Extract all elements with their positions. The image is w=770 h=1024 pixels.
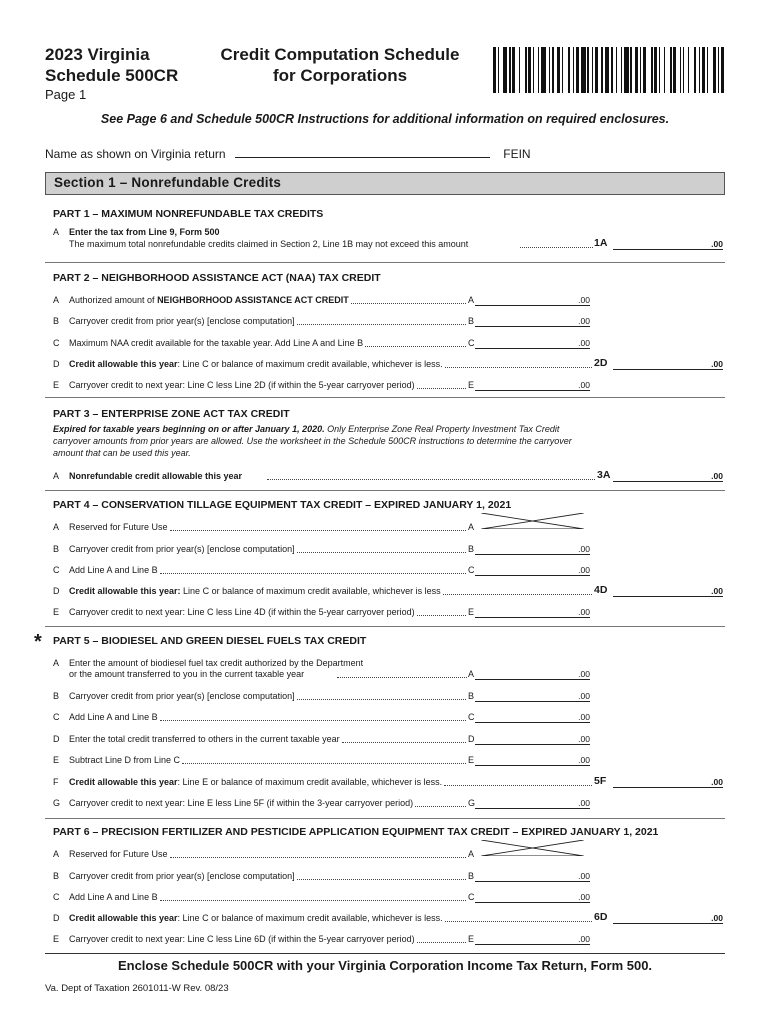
part4-line-d xyxy=(53,584,725,598)
amount-field-part4-c[interactable]: .00 xyxy=(475,563,590,576)
asterisk-marker: * xyxy=(34,631,42,653)
part6-line-b xyxy=(53,869,725,883)
part5-line-c xyxy=(53,710,725,724)
part-3-note: Expired for taxable years beginning on or after January 1, 2020. Only Enterprise Zone Real Property Investment Tax Credit carryover amounts from prior years are allowed. Use the worksheet in the Schedule 500CR instructions to determine the carryover amount that can be used this year. xyxy=(53,424,572,458)
line-letter: A xyxy=(53,522,60,532)
name-label: Name as shown on Virginia return xyxy=(45,147,226,161)
amount-field-5a[interactable]: .00 xyxy=(475,667,590,680)
line-text: Carryover credit to next year: Line C less Line 4D (if within the 5-year carryover period) xyxy=(69,607,415,617)
leader-dots xyxy=(417,942,466,943)
leader-dots xyxy=(443,594,592,595)
leader-dots xyxy=(160,573,466,574)
line-label: E xyxy=(468,934,475,944)
section-1-header xyxy=(45,172,725,195)
line-letter: C xyxy=(53,338,60,348)
leader-dots xyxy=(170,857,466,858)
part2-line-d xyxy=(53,357,725,371)
leader-dots xyxy=(160,900,466,901)
part-3-title: PART 3 – ENTERPRISE ZONE ACT TAX CREDIT xyxy=(53,408,290,420)
line-letter: A xyxy=(53,227,60,237)
form-year: 2023 Virginia xyxy=(45,45,150,64)
line-text: Subtract Line D from Line C xyxy=(69,755,181,765)
line-text: Carryover credit to next year: Line C less Line 2D (if within the 5-year carryover period) xyxy=(69,380,415,390)
amount-field-part5-d[interactable]: .00 xyxy=(475,732,590,745)
fein-label: FEIN xyxy=(503,147,531,161)
leader-dots xyxy=(351,303,466,304)
part2-line-e xyxy=(53,378,725,392)
part-1-title: PART 1 – MAXIMUM NONREFUNDABLE TAX CREDITS xyxy=(53,208,324,220)
part6-line-e xyxy=(53,932,725,946)
line-text: Add Line A and Line B xyxy=(69,892,158,902)
leader-dots xyxy=(445,921,592,922)
line-label: 4D xyxy=(594,584,608,596)
name-field[interactable] xyxy=(235,145,490,158)
leader-dots xyxy=(160,720,466,721)
amount-field-part5-e[interactable]: .00 xyxy=(475,753,590,766)
leader-dots xyxy=(520,247,593,248)
line-text: Authorized amount of NEIGHBORHOOD ASSISTANCE ACT CREDIT xyxy=(69,295,349,305)
part4-line-e xyxy=(53,605,725,619)
part6-line-c xyxy=(53,890,725,904)
line-label: E xyxy=(468,755,475,765)
line-text: Credit allowable this year: Line E or balance of maximum credit available, whichever is less. xyxy=(69,777,443,787)
leader-dots xyxy=(182,763,466,764)
form-title-line-2: for Corporations xyxy=(272,66,408,85)
amount-field-part5-c[interactable]: .00 xyxy=(475,710,590,723)
part-6-title: PART 6 – PRECISION FERTILIZER AND PESTICIDE APPLICATION EQUIPMENT TAX CREDIT – EXPIRED JANUARY 1, 2021 xyxy=(53,826,659,838)
line-text: Reserved for Future Use xyxy=(69,522,168,532)
line-label: B xyxy=(468,544,475,554)
part4-line-b xyxy=(53,542,725,556)
line-text: Carryover credit from prior year(s) [enclose computation] xyxy=(69,691,295,701)
line-letter: B xyxy=(53,871,60,881)
part4-line-a xyxy=(53,520,725,534)
leader-dots xyxy=(417,615,466,616)
line-text: Reserved for Future Use xyxy=(69,849,168,859)
line-label: 3A xyxy=(597,469,611,481)
line-letter: C xyxy=(53,892,60,902)
line-letter: D xyxy=(53,586,60,596)
line-text: Enter the total credit transferred to others in the current taxable year xyxy=(69,734,340,744)
part5-line-b xyxy=(53,689,725,703)
line-label: C xyxy=(468,565,475,575)
line-text: Credit allowable this year: Line C or balance of maximum credit available, whichever is less. xyxy=(69,913,443,923)
leader-dots xyxy=(297,699,466,700)
section-1-title: Section 1 – Nonrefundable Credits xyxy=(54,175,282,190)
line-letter: F xyxy=(53,777,59,787)
line-letter: A xyxy=(53,849,60,859)
line-text: Credit allowable this year: Line C or balance of maximum credit available, whichever is less xyxy=(69,586,441,596)
enclosure-instructions: See Page 6 and Schedule 500CR Instructions for additional information on required enclosures. xyxy=(100,112,670,126)
amount-field-part6-b[interactable]: .00 xyxy=(475,869,590,882)
line-label: 1A xyxy=(594,237,608,249)
part5-line-e xyxy=(53,753,725,767)
part-2-title: PART 2 – NEIGHBORHOOD ASSISTANCE ACT (NAA) TAX CREDIT xyxy=(53,272,381,284)
amount-field-part2-b[interactable]: .00 xyxy=(475,314,590,327)
line-text: Carryover credit from prior year(s) [enclose computation] xyxy=(69,544,295,554)
barcode-image xyxy=(493,47,725,93)
line-letter: E xyxy=(53,934,60,944)
amount-field-part2-e[interactable]: .00 xyxy=(475,378,590,391)
line-letter: C xyxy=(53,565,60,575)
divider xyxy=(45,397,725,398)
amount-field-part2-a[interactable]: .00 xyxy=(475,293,590,306)
form-title-line-1: Credit Computation Schedule xyxy=(220,45,460,64)
amount-field-part5-g[interactable]: .00 xyxy=(475,796,590,809)
line-label: 2D xyxy=(594,357,608,369)
line-label: D xyxy=(468,734,475,744)
line-label: C xyxy=(468,712,475,722)
leader-dots xyxy=(444,785,592,786)
line-letter: D xyxy=(53,913,60,923)
part5-line-g xyxy=(53,796,725,810)
line-letter: D xyxy=(53,359,60,369)
line-letter: G xyxy=(53,798,61,808)
leader-dots xyxy=(445,367,592,368)
line-label: E xyxy=(468,607,475,617)
form-title xyxy=(205,44,475,86)
leader-dots xyxy=(415,806,466,807)
line-text: Maximum NAA credit available for the taxable year. Add Line A and Line B xyxy=(69,338,364,348)
part2-line-a xyxy=(53,293,725,307)
amount-field-part6-c[interactable]: .00 xyxy=(475,890,590,903)
line-label: 6D xyxy=(594,911,608,923)
leader-dots xyxy=(417,388,466,389)
line-text: Add Line A and Line B xyxy=(69,565,158,575)
line-text: Carryover credit from prior year(s) [enclose computation] xyxy=(69,871,295,881)
part-5-line-a: A Enter the amount of biodiesel fuel tax credit authorized by the Department or the amount transferred to you in the current taxable year A .00 xyxy=(53,658,590,679)
leader-dots xyxy=(297,552,466,553)
amount-field-part4-e[interactable]: .00 xyxy=(475,605,590,618)
line-label: A xyxy=(468,849,475,859)
part5-line-d xyxy=(53,732,725,746)
amount-field-part2-c[interactable]: .00 xyxy=(475,336,590,349)
amount-field-2d[interactable]: .00 xyxy=(613,357,723,370)
divider xyxy=(45,818,725,819)
enclose-note: Enclose Schedule 500CR with your Virginia Corporation Income Tax Return, Form 500. xyxy=(117,958,653,973)
line-text: Add Line A and Line B xyxy=(69,712,158,722)
part6-line-d xyxy=(53,911,725,925)
divider xyxy=(45,490,725,491)
line-text: Carryover credit to next year: Line C less Line 6D (if within the 5-year carryover period) xyxy=(69,934,415,944)
line-letter: D xyxy=(53,734,60,744)
crossed-out-field xyxy=(475,840,590,856)
amount-field-part6-e[interactable]: .00 xyxy=(475,932,590,945)
line-text: Enter the tax from Line 9, Form 500 xyxy=(69,227,220,237)
line-text-2: The maximum total nonrefundable credits claimed in Section 2, Line 1B may not exceed this amount xyxy=(69,239,469,249)
crossed-out-field xyxy=(475,513,590,529)
page-number: Page 1 xyxy=(45,87,87,102)
line-label: C xyxy=(468,892,475,902)
part6-line-a xyxy=(53,847,725,861)
line-label: A xyxy=(468,295,475,305)
part-4-title: PART 4 – CONSERVATION TILLAGE EQUIPMENT TAX CREDIT – EXPIRED JANUARY 1, 2021 xyxy=(53,499,512,511)
amount-field-part5-b[interactable]: .00 xyxy=(475,689,590,702)
part-3-line-a: A Nonrefundable credit allowable this year 3A .00 xyxy=(53,469,723,481)
schedule-name: Schedule 500CR xyxy=(45,66,179,85)
line-label: C xyxy=(468,338,475,348)
amount-field-3a[interactable]: .00 xyxy=(613,469,723,482)
amount-field-5f[interactable]: .00 xyxy=(613,775,723,788)
divider xyxy=(45,626,725,627)
part4-line-c xyxy=(53,563,725,577)
line-letter: B xyxy=(53,316,60,326)
line-label: B xyxy=(468,871,475,881)
line-text: Carryover credit to next year: Line E less Line 5F (if within the 3-year carryover period) xyxy=(69,798,414,808)
line-label: 5F xyxy=(594,775,607,787)
line-letter: A xyxy=(53,295,60,305)
part2-line-b xyxy=(53,314,725,328)
line-text: Carryover credit from prior year(s) [enclose computation] xyxy=(69,316,295,326)
form-year-title xyxy=(45,44,178,86)
amount-field-6d[interactable]: .00 xyxy=(613,911,723,924)
line-letter: C xyxy=(53,712,60,722)
line-letter: E xyxy=(53,755,60,765)
part5-line-f xyxy=(53,775,725,789)
line-letter: B xyxy=(53,544,60,554)
leader-dots xyxy=(170,530,466,531)
line-label: G xyxy=(468,798,476,808)
leader-dots xyxy=(342,742,466,743)
line-letter: E xyxy=(53,380,60,390)
part-1-line-a xyxy=(53,225,725,253)
divider xyxy=(45,262,725,263)
amount-field-1a[interactable]: .00 xyxy=(613,237,723,250)
line-letter: E xyxy=(53,607,60,617)
line-text: Credit allowable this year: Line C or balance of maximum credit available, whichever is less. xyxy=(69,359,443,369)
line-label: B xyxy=(468,691,475,701)
leader-dots xyxy=(297,879,466,880)
amount-field-4d[interactable]: .00 xyxy=(613,584,723,597)
form-id: Va. Dept of Taxation 2601011-W Rev. 08/23 xyxy=(45,983,229,994)
line-letter: B xyxy=(53,691,60,701)
line-label: A xyxy=(468,522,475,532)
leader-dots xyxy=(297,324,466,325)
leader-dots xyxy=(365,346,466,347)
divider xyxy=(45,953,725,954)
part2-line-c xyxy=(53,336,725,350)
part-5-title: PART 5 – BIODIESEL AND GREEN DIESEL FUELS TAX CREDIT xyxy=(53,635,367,647)
amount-field-part4-b[interactable]: .00 xyxy=(475,542,590,555)
line-label: E xyxy=(468,380,475,390)
line-label: B xyxy=(468,316,475,326)
